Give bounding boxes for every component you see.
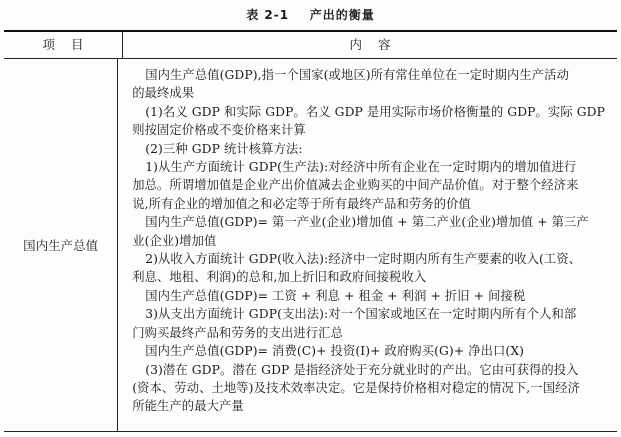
table-row — [4, 59, 617, 432]
content-line: 国内生产总值(GDP)= 工资 + 利息 + 租金 + 利润 + 折旧 + 间接税 — [145, 288, 526, 303]
content-line: 国内生产总值(GDP),指一个国家(或地区)所有常住单位在一定时期内生产活动 — [145, 68, 569, 82]
content-line: (1)名义 GDP 和实际 GDP。名义 GDP 是用实际市场价格衡量的 GDP。实际 GDP — [145, 104, 605, 119]
content-line: 国内生产总值(GDP)= 第一产业(企业)增加值 + 第二产业(企业)增加值 + 第三产 — [145, 215, 589, 230]
content-line: (3)潜在 GDP。潜在 GDP 是指经济处于充分就业时的产出。它由可获得的投入 — [145, 362, 579, 377]
content-line: 利息、地租、利润)的总和,加上折旧和政府间接税收入 — [132, 270, 427, 285]
content-line: 业(企业)增加值 — [132, 233, 217, 248]
content-line: 1)从生产方面统计 GDP(生产法):对经济中所有企业在一定时期内的增加值进行 — [145, 160, 577, 175]
row-item-cell — [4, 59, 118, 431]
header-content: 内 容 — [349, 37, 391, 52]
table-caption: 表 2-1 产出的衡量 — [246, 8, 375, 22]
content-line: 的最终成果 — [132, 86, 195, 101]
content-line: (资本、劳动、土地等)及技术效率决定。它是保持价格相对稳定的情况下,一国经济 — [132, 380, 580, 395]
content-line: 国内生产总值(GDP)= 消费(C)+ 投资(I)+ 政府购买(G)+ 净出口(X) — [145, 344, 525, 359]
content-line: 所能生产的最大产量 — [132, 399, 244, 414]
row-item-label: 国内生产总值 — [23, 238, 99, 253]
content-line: 说,所有企业的增加值之和必定等于所有最终产品和劳务的价值 — [132, 196, 471, 211]
output-measurement-table — [4, 30, 617, 432]
content-line: (2)三种 GDP 统计核算方法: — [145, 141, 303, 156]
header-item: 项 目 — [4, 32, 123, 58]
content-line: 加总。所谓增加值是企业产出价值减去企业购买的中间产品价值。对于整个经济来 — [132, 178, 579, 193]
table-header-row — [4, 32, 617, 59]
content-line: 3)从支出方面统计 GDP(支出法):对一个国家或地区在一定时期内所有个人和部 — [145, 307, 577, 322]
row-content-cell — [118, 59, 617, 431]
content-line: 2)从收入方面统计 GDP(收入法):经济中一定时期内所有生产要素的收入(工资、 — [145, 252, 582, 267]
content-line: 门购买最终产品和劳务的支出进行汇总 — [132, 325, 343, 340]
content-line: 则按固定价格或不变价格来计算 — [132, 123, 306, 138]
